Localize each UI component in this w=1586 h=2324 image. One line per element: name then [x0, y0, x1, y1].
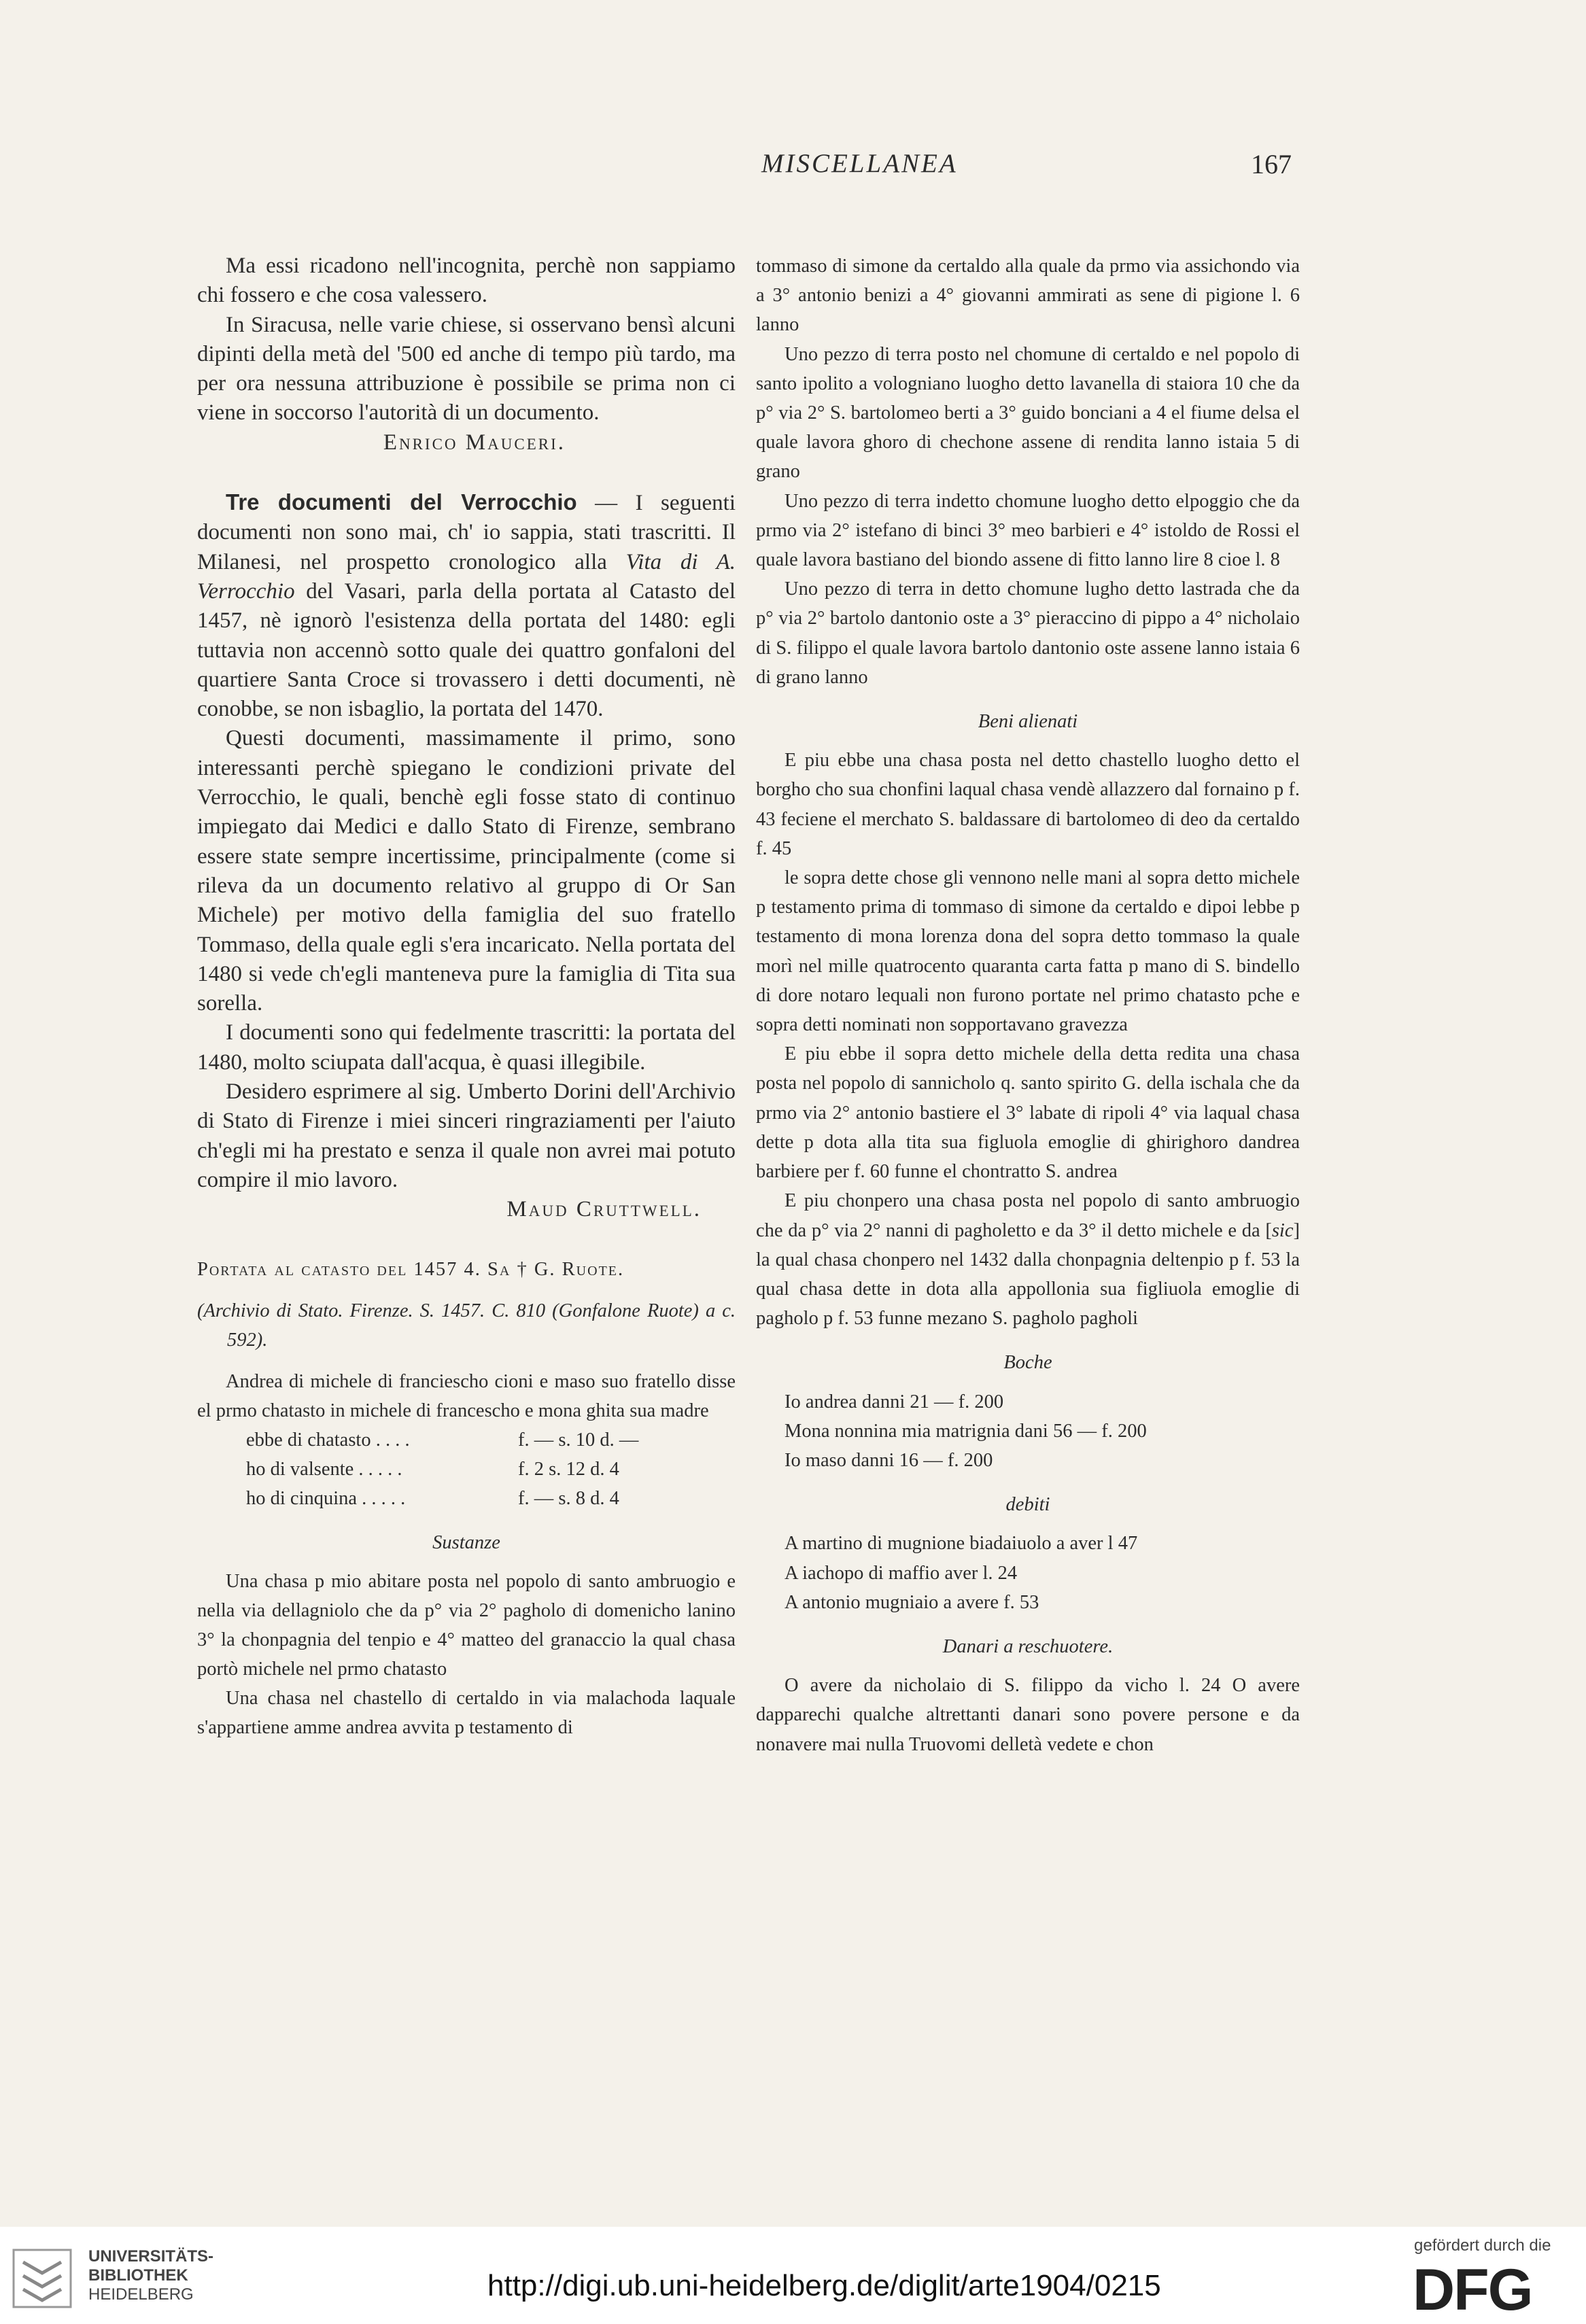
library-name: UNIVERSITÄTS- BIBLIOTHEK HEIDELBERG	[88, 2247, 214, 2304]
paragraph: Desidero esprimere al sig. Umberto Dorini dell'Archivio di Stato di Firenze i miei sinceri ringraziamenti per l'aiuto ch'egli mi ha prestato e senza il quale non avrei mai potuto compire il mio lavoro.	[197, 1079, 736, 1192]
document-paragraph: O avere da nicholaio di S. filippo da vicho l. 24 O avere dapparechi qualche altrettanti danari sono povere persone e da nonavere mai nulla Truovomi delletà vedete e chon	[756, 1675, 1300, 1755]
dfg-logo: DFG	[1413, 2257, 1532, 2323]
asset-label: ho di cinquina . . . . .	[246, 1487, 406, 1509]
page-number: 167	[1251, 149, 1292, 179]
paragraph: Ma essi ricadono nell'incognita, perchè non sappiamo chi fossero e che cosa valessero.	[197, 254, 736, 308]
running-title: MISCELLANEA	[761, 149, 958, 178]
asset-row	[197, 1425, 736, 1455]
subheading-beni-alienati: Beni alienati	[978, 711, 1078, 733]
list-item: A martino di mugnione biadaiuolo a aver l 47	[785, 1533, 1138, 1555]
list-item: Io maso danni 16 — f. 200	[785, 1449, 993, 1471]
document-paragraph: E piu ebbe una chasa posta nel detto chastello luogho detto el borgho cho sua chonfini laqual chasa vendè allazzero dal fornaino p f. 43 feciene el merchato S. baldassare di bartolomeo di deo da certaldo f. 45	[756, 750, 1300, 859]
paragraph: I documenti sono qui fedelmente trascritti: la portata del 1480, molto sciupata dall'acqua, è quasi illegibile.	[197, 1020, 736, 1075]
list-item: Io andrea danni 21 — f. 200	[785, 1391, 1004, 1412]
subheading-danari: Danari a reschuotere.	[942, 1635, 1114, 1657]
asset-value: f. — s. 10 d. —	[518, 1429, 639, 1451]
subheading-boche: Boche	[1003, 1352, 1052, 1374]
list-item: A antonio mugniaio a avere f. 53	[785, 1591, 1039, 1613]
document-paragraph: tommaso di simone da certaldo alla quale da prmo via assichondo via a 3° antonio benizi a 4° giovanni ammirati as sene di pigione l. 6 lanno	[756, 256, 1300, 336]
asset-row	[197, 1484, 736, 1513]
document-paragraph: E piu ebbe il sopra detto michele della detta redita una chasa posta nel popolo di sannicholo q. santo spirito G. della ischala che da prmo via 2° antonio bastiere el 3° labate di ripoli 4° via laqual chasa dette p dota alla tita sua figluola emoglie di ghirighoro dandrea barbiere per f. 60 funne el chontratto S. andrea	[756, 1043, 1300, 1183]
page-header	[0, 148, 1586, 189]
list-item: Mona nonnina mia matrignia dani 56 — f. 200	[785, 1420, 1147, 1442]
document-paragraph: E piu chonpero una chasa posta nel popolo di santo ambruogio che da p° via 2° nanni di pagholetto e da 3° il detto michele e da [sic] la qual chasa chonpero nel 1432 dalla chonpagnia deltenpio p f. 53 la qual chasa dette in dota alla appollonia sua figliuola emoglie di pagholo p f. 53 funne mezano S. pagholo pagholi	[756, 1190, 1300, 1330]
document-paragraph: Uno pezzo di terra in detto chomune lugho detto lastrada che da p° via 2° bartolo dantonio oste a 3° pieraccino di pippo a 4° nicholaio di S. filippo el quale lavora bartolo dantonio oste assene lanno istaia 6 di grano lanno	[756, 578, 1300, 688]
paragraph: In Siracusa, nelle varie chiese, si osservano bensì alcuni dipinti della metà del '500 ed anche di tempo più tardo, ma per ora nessuna attribuzione è possibile se prima non ci viene in soccorso l'autorità di un documento.	[197, 312, 736, 426]
university-seal-icon	[10, 2246, 77, 2311]
left-column	[197, 252, 736, 1742]
list-item: A iachopo di maffio aver l. 24	[785, 1562, 1018, 1584]
document-paragraph: Una chasa nel chastello di certaldo in via malachoda laquale s'appartiene amme andrea avvita p testamento di	[197, 1687, 736, 1738]
right-column	[756, 252, 1300, 1759]
signature-mauceri: Enrico Mauceri.	[383, 430, 566, 455]
document-paragraph: le sopra dette chose gli vennono nelle mani al sopra detto michele p testamento prima di tommaso di simone da certaldo e dipoi lebbe p testamento di mona lorenza dona del sopra detto tommaso la quale morì nel mille quatrocento quaranta carta fatta p mano di S. bindello di dore notaro lequali non furono portate nel primo chatasto pche e sopra detti nominati non sopportavano gravezza	[756, 867, 1300, 1036]
digitization-footer	[0, 2227, 1586, 2324]
asset-label: ho di valsente . . . . .	[246, 1458, 402, 1480]
paragraph: Questi documenti, massimamente il primo, sono interessanti perchè spiegano le condizioni private del Verrocchio, le quali, benchè egli fosse stato di continuo impiegato dai Medici e dallo Stato di Firenze, sembrano essere state sempre incertissime, principalmente (come si rileva da un documento relativo al gruppo di Or San Michele) per motivo della famiglia del suo fratello Tommaso, della quale egli s'era incaricato. Nella portata del 1480 si vede ch'egli manteneva pure la famiglia di Tita sua sorella.	[197, 726, 736, 1016]
asset-value: f. — s. 8 d. 4	[518, 1487, 619, 1509]
subheading-sustanze: Sustanze	[432, 1531, 500, 1553]
document-paragraph: Uno pezzo di terra posto nel chomune di certaldo e nel popolo di santo ipolito a vologniano luogho detto lavanella di staiora 10 che da p° via 2° S. bartolomeo berti a 3° guido bonciani a 4 el fiume delsa el quale lavora ghoro di chechone assene di rendita lanno istaia 5 di grano	[756, 343, 1300, 483]
permalink-url[interactable]: http://digi.ub.uni-heidelberg.de/diglit/arte1904/0215	[487, 2269, 1161, 2302]
document-paragraph: Andrea di michele di franciescho cioni e maso suo fratello disse el prmo chatasto in michele di francescho e mona ghita sua madre	[197, 1370, 736, 1421]
document-paragraph: Uno pezzo di terra indetto chomune luogho detto elpoggio che da prmo via 2° istefano di binci 3° meo barbieri e 4° istoldo de Rossi el quale lavora bastiano del biondo assene di fitto lanno lire 8 cioe l. 8	[756, 490, 1300, 571]
asset-label: ebbe di chatasto . . . .	[246, 1429, 410, 1451]
document-source: (Archivio di Stato. Firenze. S. 1457. C. 810 (Gonfalone Ruote) a c. 592).	[197, 1300, 736, 1351]
section-title: Tre documenti del Verrocchio	[226, 489, 577, 515]
funding-caption: gefördert durch die	[1414, 2236, 1551, 2255]
verrocchio-intro-paragraph: Tre documenti del Verrocchio — I seguenti documenti non sono mai, ch' io sappia, stati trascritti. Il Milanesi, nel prospetto cronologico alla Vita di A. Verrocchio del Vasari, parla della portata al Catasto del 1457, nè ignorò l'esistenza della portata del 1480: egli tuttavia non accennò sotto quale dei quattro gonfaloni del quartiere Santa Croce si trovassero i detti documenti, nè conobbe, se non isbaglio, la portata del 1470.	[197, 489, 736, 722]
document-paragraph: Una chasa p mio abitare posta nel popolo di santo ambruogio e nella via dellagniolo che da p° via 2° pagholo di domenicho lanino 3° la chonpagnia del tenpio e 4° matteo del granaccio la qual chasa portò michele nel prmo chatasto	[197, 1570, 736, 1680]
asset-row	[197, 1455, 736, 1484]
asset-value: f. 2 s. 12 d. 4	[518, 1458, 619, 1480]
signature-cruttwell: Maud Cruttwell.	[506, 1197, 702, 1222]
subheading-debiti: debiti	[1005, 1494, 1050, 1516]
document-title: Portata al catasto del 1457 4. Sa † G. Ruote.	[197, 1258, 625, 1280]
